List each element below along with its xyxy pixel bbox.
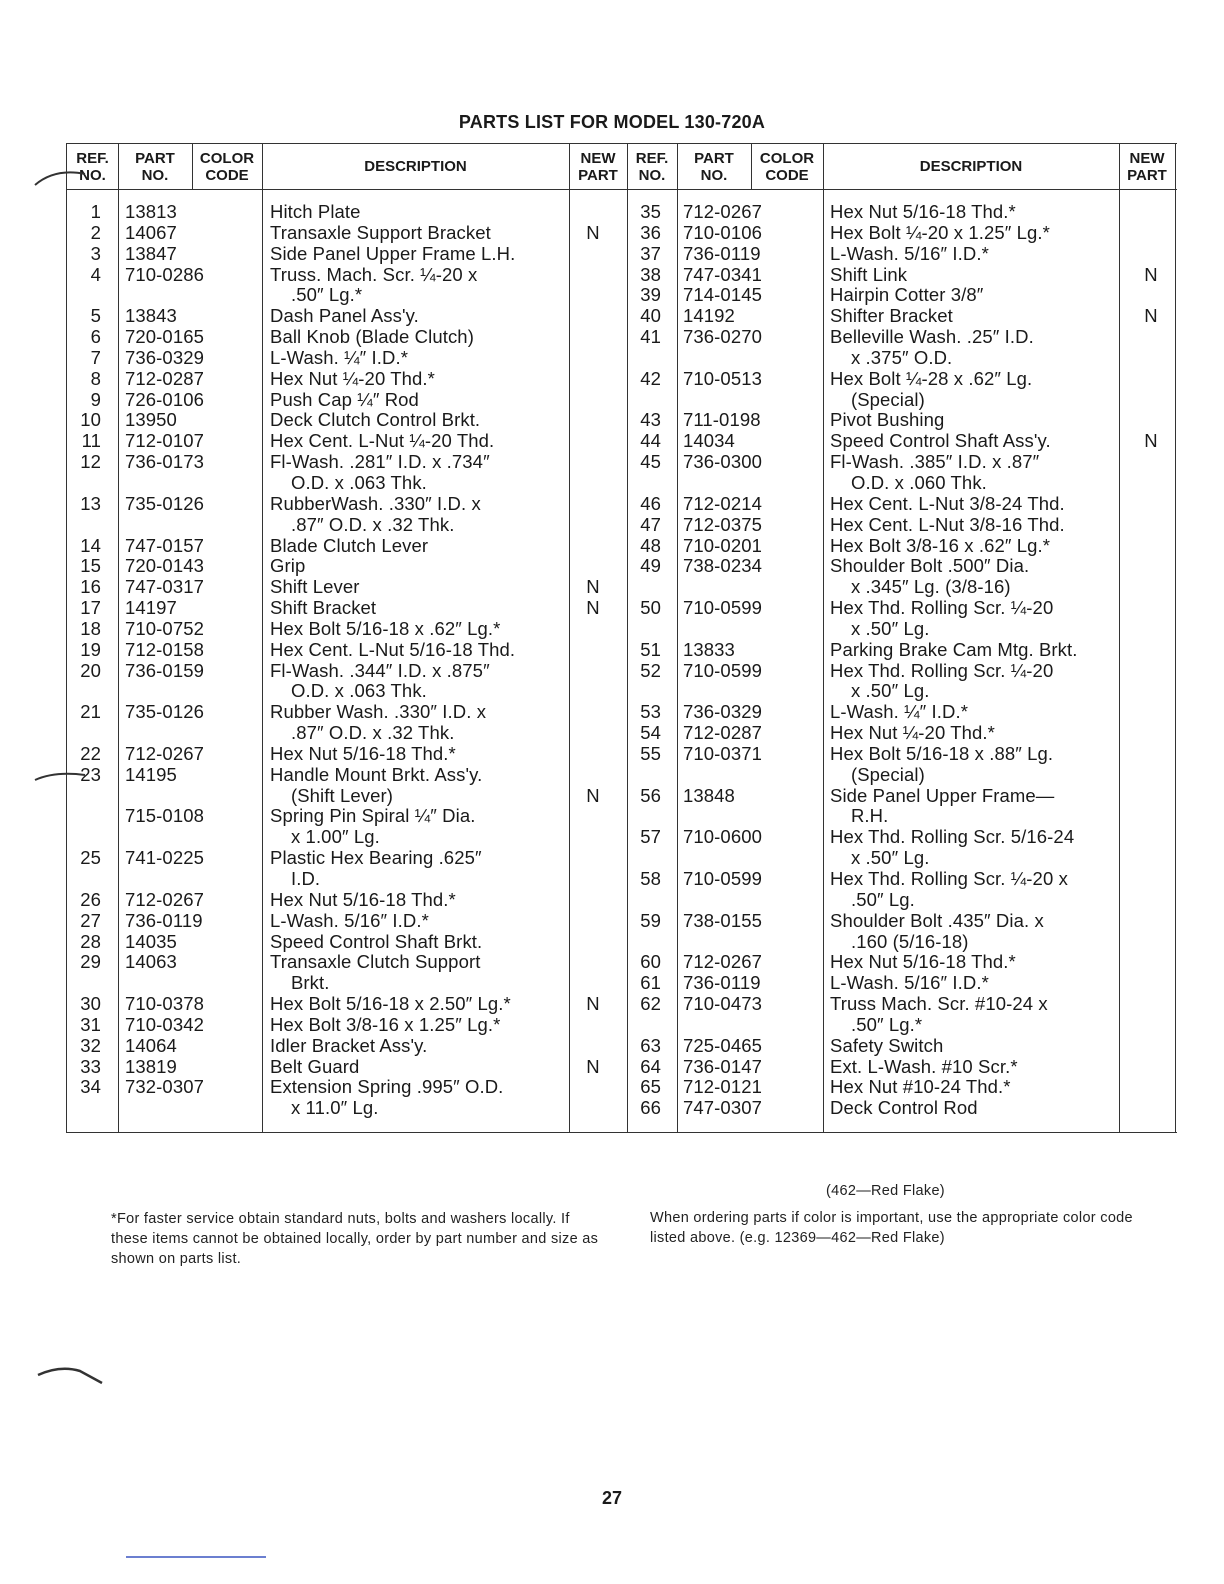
scan-mark-middle xyxy=(30,765,90,785)
parts-table xyxy=(66,143,1177,1133)
left-new-part-column: N N N N N N xyxy=(586,221,600,1077)
header-ref-no: REF. NO. xyxy=(76,149,109,184)
right-description-column: Hex Nut 5/16-18 Thd.* Hex Bolt ¼-20 x 1.25″ Lg.* L-Wash. 5/16″ I.D.* Shift Link Hairpin Cotter 3/8″ Shifter Bracket Belleville Wash. .25″ I.D. x .375″ O.D. Hex Bolt ¼-28 x .62″ Lg. (Special) Pivot Bushing Speed Control Shaft Ass'y. Fl-Wash. .385″ I.D. x .87″ O.D. x .060 Thk. Hex Cent. L-Nut 3/8-24 Thd. Hex Cent. L-Nut 3/8-16 Thd. Hex Bolt 3/8-16 x .62″ Lg.* Shoulder Bolt .500″ Dia. x .345″ Lg. (3/8-16) Hex Thd. Rolling Scr. ¼-20 x .50″ Lg. Parking Brake Cam Mtg. Brkt. Hex Thd. Rolling Scr. ¼-20 x .50″ Lg. L-Wash. ¼″ I.D.* Hex Nut ¼-20 Thd.* Hex Bolt 5/16-18 x .88″ Lg. (Special) Side Panel Upper Frame— R.H. Hex Thd. Rolling Scr. 5/16-24 x .50″ Lg. Hex Thd. Rolling Scr. ¼-20 x .50″ Lg. Shoulder Bolt .435″ Dia. x .160 (5/16-18) Hex Nut 5/16-18 Thd.* L-Wash. 5/16″ I.D.* Truss Mach. Scr. #10-24 x .50″ Lg.* Safety Switch Ext. L-Wash. #10 Scr.* Hex Nut #10-24 Thd.* Deck Control Rod xyxy=(830,201,1078,1119)
header-part-no: PART NO. xyxy=(135,149,175,184)
scan-mark-bottom xyxy=(30,1355,110,1385)
header-part-no-2: PART NO. xyxy=(694,149,734,184)
header-new-part-2: NEW PART xyxy=(1127,149,1167,184)
left-part-column: 13813 14067 13847 710-0286 13843 720-0165 736-0329 712-0287 726-0106 13950 712-0107 736-0173 735-0126 747-0157 720-0143 747-0317 14197 710-0752 712-0158 736-0159 735-0126 712-0267 14195 715-0108 741-0225 712-0267 736-0119 14035 14063 710-0378 710-0342 14064 13819 732-0307 xyxy=(125,201,204,1098)
color-example-note: (462—Red Flake) xyxy=(826,1183,945,1199)
page-title: PARTS LIST FOR MODEL 130-720A xyxy=(458,112,766,132)
scan-mark-top xyxy=(30,160,90,190)
left-ref-column: 1 2 3 4 5 6 7 8 9 10 11 12 13 14 15 16 17 18 19 20 21 22 23 25 26 27 28 29 30 31 32 33 34 xyxy=(80,201,101,1098)
header-ref-no-2: REF. NO. xyxy=(635,149,669,184)
footnote-standard-hardware: *For faster service obtain standard nuts, bolts and washers locally. If these items cannot be obtained locally, order by part number and size as shown on parts list. xyxy=(111,1211,599,1267)
footnote-color-code: When ordering parts if color is important, use the appropriate color code listed above. (e.g. 12369—462—Red Flake) xyxy=(650,1210,1133,1246)
header-new-part: NEW PART xyxy=(578,149,618,184)
bottom-edge-line xyxy=(126,1556,266,1558)
right-part-column: 712-0267 710-0106 736-0119 747-0341 714-0145 14192 736-0270 710-0513 711-0198 14034 736-0300 712-0214 712-0375 710-0201 738-0234 710-0599 13833 710-0599 736-0329 712-0287 710-0371 13848 710-0600 710-0599 738-0155 712-0267 736-0119 710-0473 725-0465 736-0147 712-0121 747-0307 xyxy=(683,201,762,1119)
header-description: DESCRIPTION xyxy=(364,158,467,175)
header-color-code: COLOR CODE xyxy=(199,149,255,184)
left-description-column: Hitch Plate Transaxle Support Bracket Side Panel Upper Frame L.H. Truss. Mach. Scr. ¼-20 x .50″ Lg.* Dash Panel Ass'y. Ball Knob (Blade Clutch) L-Wash. ¼″ I.D.* Hex Nut ¼-20 Thd.* Push Cap ¼″ Rod Deck Clutch Control Brkt. Hex Cent. L-Nut ¼-20 Thd. Fl-Wash. .281″ I.D. x .734″ O.D. x .063 Thk. RubberWash. .330″ I.D. x .87″ O.D. x .32 Thk. Blade Clutch Lever Grip Shift Lever Shift Bracket Hex Bolt 5/16-18 x .62″ Lg.* Hex Cent. L-Nut 5/16-18 Thd. Fl-Wash. .344″ I.D. x .875″ O.D. x .063 Thk. Rubber Wash. .330″ I.D. x .87″ O.D. x .32 Thk. Hex Nut 5/16-18 Thd.* Handle Mount Brkt. Ass'y. (Shift Lever) Spring Pin Spiral ¼″ Dia. x 1.00″ Lg. Plastic Hex Bearing .625″ I.D. Hex Nut 5/16-18 Thd.* L-Wash. 5/16″ I.D.* Speed Control Shaft Brkt. Transaxle Clutch Support Brkt. Hex Bolt 5/16-18 x 2.50″ Lg.* Hex Bolt 3/8-16 x 1.25″ Lg.* Idler Bracket Ass'y. Belt Guard Extension Spring .995″ O.D. x 11.0″ Lg. xyxy=(270,201,516,1119)
right-new-part-column: N N N xyxy=(1144,263,1158,452)
header-description-2: DESCRIPTION xyxy=(919,158,1023,175)
header-color-code-2: COLOR CODE xyxy=(759,149,815,184)
page-number: 27 xyxy=(601,1488,623,1508)
right-ref-column: 35 36 37 38 39 40 41 42 43 44 45 46 47 48 49 50 51 52 53 54 55 56 57 58 59 60 61 62 63 64 65 66 xyxy=(640,201,661,1119)
